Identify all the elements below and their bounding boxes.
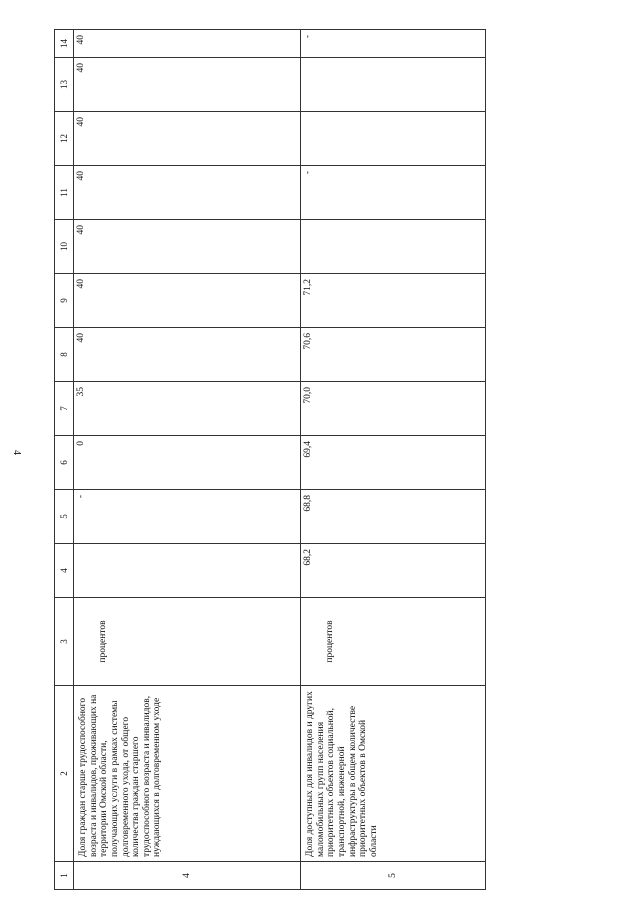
value-cell: [301, 220, 486, 274]
value-cell: -: [301, 30, 486, 58]
value-cell: 71,2: [301, 274, 486, 328]
row-number: 5: [301, 862, 486, 890]
indicators-table: [54, 29, 486, 890]
value-cell: -: [74, 490, 301, 544]
row-number: 4: [74, 862, 301, 890]
header-cell: 9: [55, 274, 74, 328]
value-cell: 69,4: [301, 436, 486, 490]
header-cell: 13: [55, 58, 74, 112]
rotated-table-container: [54, 30, 436, 890]
header-cell: 10: [55, 220, 74, 274]
value-cell: 40: [74, 112, 301, 166]
table-row: [74, 30, 301, 890]
header-cell: 7: [55, 382, 74, 436]
value-cell: [301, 58, 486, 112]
value-cell: 40: [74, 166, 301, 220]
value-cell: [74, 544, 301, 598]
value-cell: 68,8: [301, 490, 486, 544]
header-cell: 8: [55, 328, 74, 382]
value-cell: 40: [74, 328, 301, 382]
value-cell: 68,2: [301, 544, 486, 598]
header-cell: 6: [55, 436, 74, 490]
value-cell: 70,0: [301, 382, 486, 436]
value-cell: [301, 112, 486, 166]
value-cell: 0: [74, 436, 301, 490]
unit-cell: процентов: [74, 598, 301, 686]
value-cell: -: [301, 166, 486, 220]
value-cell: 40: [74, 58, 301, 112]
header-cell: 5: [55, 490, 74, 544]
header-cell: 12: [55, 112, 74, 166]
indicator-name: Доля граждан старше трудоспособного возраста и инвалидов, проживающих на территории Омской области, получающих услуги в рамках системы долговременного ухода, от общего количества граждан старшего трудоспособного возраста и инвалидов, нуждающихся в долговременном уходе: [74, 686, 301, 862]
header-cell: 14: [55, 30, 74, 58]
header-cell: 4: [55, 544, 74, 598]
header-row: [55, 30, 74, 890]
page-number: 4: [11, 450, 22, 455]
header-cell: 2: [55, 686, 74, 862]
value-cell: 40: [74, 220, 301, 274]
header-cell: 1: [55, 862, 74, 890]
header-cell: 3: [55, 598, 74, 686]
value-cell: 35: [74, 382, 301, 436]
value-cell: 40: [74, 30, 301, 58]
table-row: [301, 30, 486, 890]
header-cell: 11: [55, 166, 74, 220]
unit-cell: процентов: [301, 598, 486, 686]
value-cell: 40: [74, 274, 301, 328]
indicator-name: Доля доступных для инвалидов и других маломобильных групп населения приоритетных объектов социальной, транспортной, инженерной инфраструктуры в общем количестве приоритетных объектов в Омской области: [301, 686, 486, 862]
value-cell: 70,6: [301, 328, 486, 382]
